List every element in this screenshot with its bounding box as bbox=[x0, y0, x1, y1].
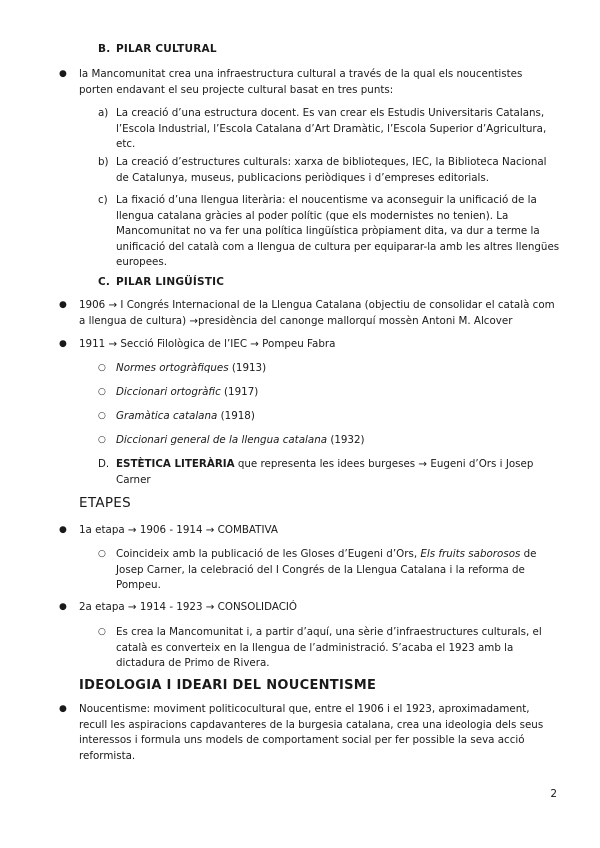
section-heading-c bbox=[98, 275, 224, 291]
section-description: que representa les idees burgeses → Eugeni d’Ors i Josep Carner bbox=[116, 458, 534, 486]
bullet-icon: ● bbox=[59, 69, 67, 79]
work-year: (1917) bbox=[224, 386, 259, 398]
bullet-icon: ● bbox=[59, 300, 67, 310]
section-letter: C. bbox=[98, 276, 111, 288]
point-label: c) bbox=[98, 194, 108, 206]
detail-text: Coincideix amb la publicació de les Gloses d’Eugeni d’Ors, bbox=[116, 548, 421, 560]
circle-bullet-icon: ○ bbox=[98, 411, 106, 421]
bullet-text: 1906 → I Congrés Internacional de la Llengua Catalana (objectiu de consolidar el català com a llengua de cultura) →presidència del canonge mallorquí mossèn Antoni M. Alcover bbox=[79, 299, 555, 327]
bullet-text: 2a etapa → 1914 - 1923 → CONSOLIDACIÓ bbox=[79, 601, 298, 613]
detail-text: Es crea la Mancomunitat i, a partir d’aquí, una sèrie d’infraestructures culturals, el català es converteix en la llengua de l’administració. S’acaba el 1923 amb la dictadura de Primo de Rivera. bbox=[116, 626, 542, 670]
bullet-text: 1911 → Secció Filològica de l’IEC → Pompeu Fabra bbox=[79, 338, 336, 350]
section-title: PILAR LINGÜÍSTIC bbox=[116, 276, 225, 288]
bullet-icon: ● bbox=[59, 602, 67, 612]
circle-bullet-icon: ○ bbox=[98, 387, 106, 397]
circle-bullet-icon: ○ bbox=[98, 549, 106, 559]
circle-bullet-icon: ○ bbox=[98, 363, 106, 373]
work-title: Normes ortogràfiques bbox=[116, 362, 229, 374]
bullet-text: Noucentisme: moviment politicocultural que, entre el 1906 i el 1923, aproximadament, recull les aspiracions capdavanteres de la burgesia catalana, crea una ideologia dels seus interessos i formula uns models de comportament social per fer possible la seva acció reformista. bbox=[79, 703, 544, 762]
bullet-text: 1a etapa → 1906 - 1914 → COMBATIVA bbox=[79, 524, 278, 536]
page-number: 2 bbox=[550, 788, 557, 800]
section-title: PILAR CULTURAL bbox=[116, 43, 217, 55]
bullet-text: la Mancomunitat crea una infraestructura cultural a través de la qual els noucentistes porten endavant el seu projecte cultural basat en tres punts: bbox=[79, 68, 523, 96]
section-letter: B. bbox=[98, 43, 111, 55]
work-year: (1918) bbox=[220, 410, 255, 422]
work-year: (1932) bbox=[330, 434, 365, 446]
bullet-icon: ● bbox=[59, 525, 67, 535]
work-title: Gramàtica catalana bbox=[116, 410, 218, 422]
work-title: Diccionari ortogràfic bbox=[116, 386, 221, 398]
bullet-icon: ● bbox=[59, 339, 67, 349]
circle-bullet-icon: ○ bbox=[98, 435, 106, 445]
section-heading-b bbox=[98, 42, 217, 58]
work-title: Els fruits saborosos bbox=[420, 548, 521, 560]
work-year: (1913) bbox=[231, 362, 267, 374]
section-letter: D. bbox=[98, 458, 110, 470]
work-title: Diccionari general de la llengua catalana bbox=[116, 434, 328, 446]
detail-text: de Josep Carner, la celebració del I Congrés de la Llengua Catalana i la reforma de Pompeu. bbox=[116, 548, 537, 592]
point-label: b) bbox=[98, 156, 109, 168]
ideologia-heading: IDEOLOGIA I IDEARI DEL NOUCENTISME bbox=[79, 678, 377, 693]
etapes-heading: ETAPES bbox=[79, 495, 132, 511]
circle-bullet-icon: ○ bbox=[98, 627, 106, 637]
point-label: a) bbox=[98, 107, 109, 119]
point-text: La fixació d’una llengua literària: el noucentisme va aconseguir la unificació de la llengua catalana gràcies al poder polític (que els modernistes no tenien). La Mancomunitat no va fer una política lingüística pròpiament dita, va dur a terme la unificació del català com a llengua de cultura per equiparar-la amb les altres llengües europees. bbox=[116, 194, 560, 269]
point-text: La creació d’una estructura docent. Es van crear els Estudis Universitaris Catalans, l’Escola Industrial, l’Escola Catalana d’Art Dramàtic, l’Escola Superior d’Agricultura, etc. bbox=[116, 107, 547, 151]
point-text: La creació d’estructures culturals: xarxa de biblioteques, IEC, la Biblioteca Nacional de Catalunya, museus, publicacions periòdiques i d’empreses editorials. bbox=[116, 156, 547, 184]
section-title: ESTÈTICA LITERÀRIA bbox=[116, 458, 235, 470]
bullet-icon: ● bbox=[59, 704, 67, 714]
